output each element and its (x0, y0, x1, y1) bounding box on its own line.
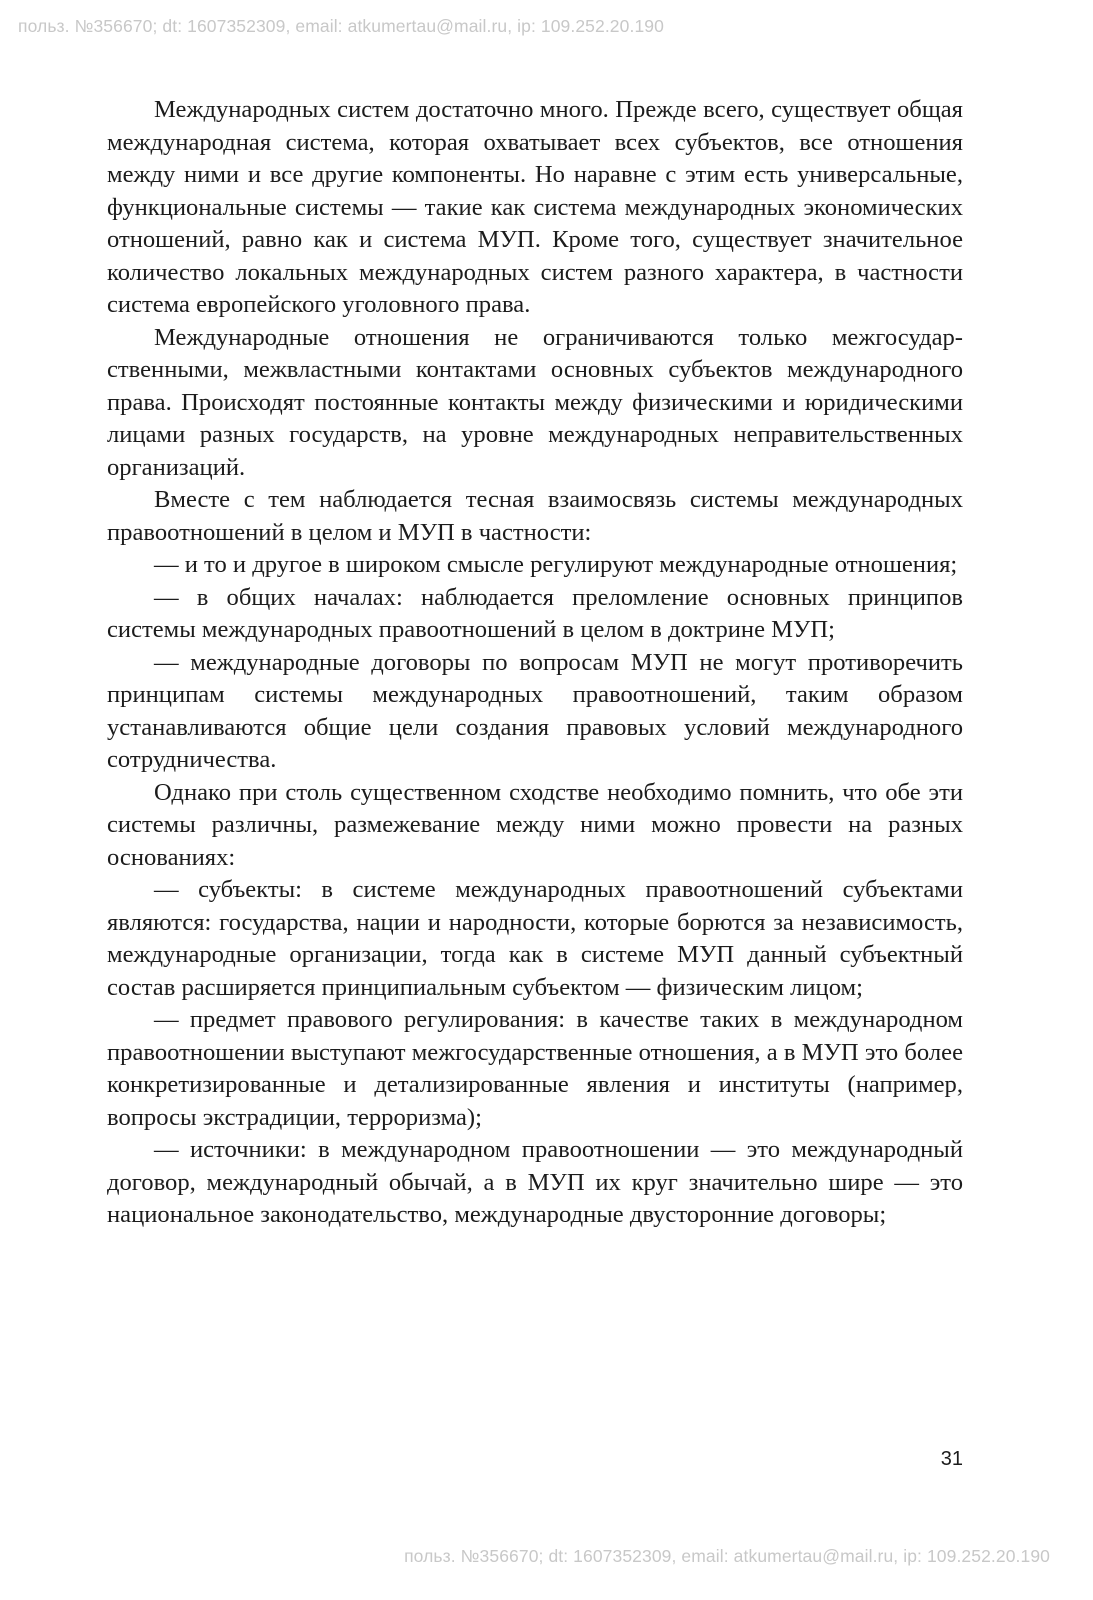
list-item: — в общих началах: наблюдается преломление основных принципов системы международных правоотношений в целом в доктрине МУП; (107, 583, 963, 643)
paragraph: Вместе с тем наблюдается тесная взаимосвязь системы международных правоотношений в целом и МУП в частности: (107, 486, 963, 546)
watermark-bottom: польз. №356670; dt: 1607352309, email: atkumertau@mail.ru, ip: 109.252.20.190 (404, 1546, 1050, 1566)
page-body (107, 94, 963, 1232)
watermark-top: польз. №356670; dt: 1607352309, email: atkumertau@mail.ru, ip: 109.252.20.190 (18, 16, 664, 36)
paragraph: Международных систем достаточно много. Прежде всего, существует общая международная система, которая охватывает всех субъектов, все отношения между ними и все другие компоненты. Но наравне с этим есть универсальные, функциональные системы — такие как система международных экономических отношений, равно как и система МУП. Кроме того, существует значительное количество локальных международных систем разного характера, в частности система европейского уголовного права. (107, 96, 963, 318)
list-item: — предмет правового регулирования: в качестве таких в международном правоотношении выступают межгосударственные отношения, а в МУП это более конкретизированные и детализированные явления и институты (например, вопросы экстрадиции, терроризма); (107, 1006, 963, 1131)
paragraph: Однако при столь существенном сходстве необходимо помнить, что обе эти системы различны, размежевание между ними можно провести на разных основаниях: (107, 778, 963, 871)
page-number: 31 (940, 1448, 963, 1470)
list-item: — субъекты: в системе международных правоотношений субъектами являются: государства, нации и народности, которые борются за независимость, международные организации, тогда как в системе МУП данный субъектный состав расширяется принципиальным субъектом — физическим лицом; (107, 876, 963, 1001)
list-item: — международные договоры по вопросам МУП не могут противоречить принципам системы международных правоотношений, таким образом устанавливаются общие цели создания правовых условий международного сотрудничества. (107, 648, 963, 773)
list-item: — источники: в международном правоотношении — это международный договор, международный обычай, а в МУП их круг значительно шире — это национальное законодательство, международные двусторонние договоры; (107, 1136, 963, 1228)
paragraph: Международные отношения не ограничиваются только межгосударственными, межвластными контактами основных субъектов международного права. Происходят постоянные контакты между физическими и юридическими лицами разных государств, на уровне международных неправительственных организаций. (107, 323, 963, 481)
list-item: — и то и другое в широком смысле регулируют международные отношения; (154, 551, 958, 578)
